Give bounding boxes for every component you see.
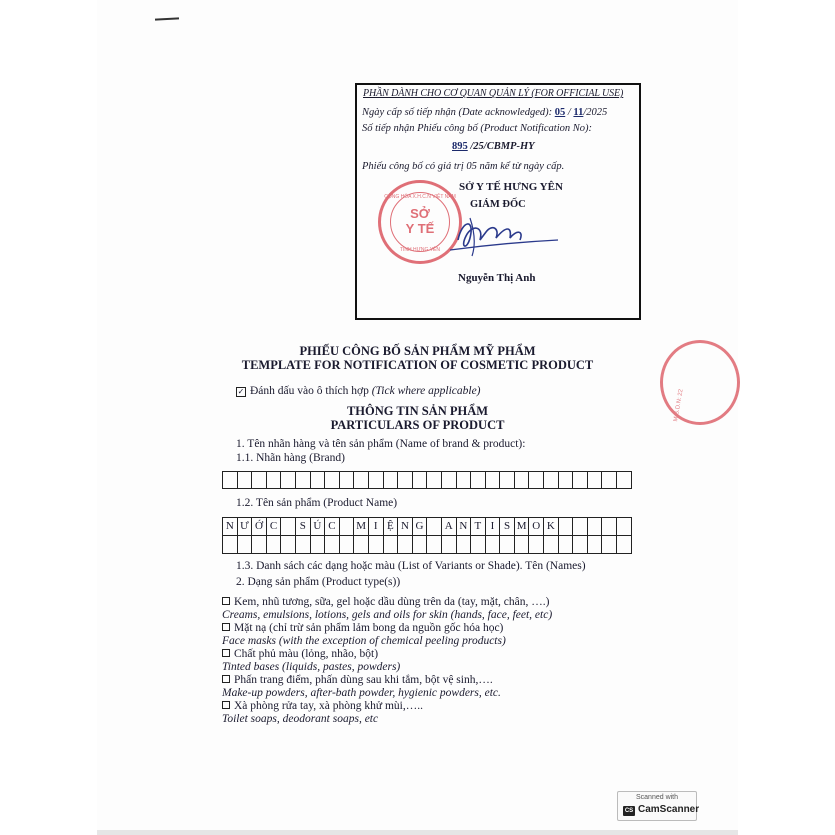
notification-number: 895 bbox=[452, 141, 468, 152]
product-name-cell: S bbox=[296, 518, 311, 536]
date-year: /2025 bbox=[583, 107, 608, 118]
product-name-grid bbox=[222, 517, 632, 554]
product-name-cell bbox=[573, 536, 588, 554]
product-name-cell: M bbox=[515, 518, 530, 536]
brand-cell bbox=[515, 472, 530, 489]
brand-cell bbox=[267, 472, 282, 489]
brand-cell bbox=[457, 472, 472, 489]
brand-cell bbox=[559, 472, 574, 489]
brand-cell bbox=[340, 472, 355, 489]
brand-cell bbox=[354, 472, 369, 489]
product-name-cell bbox=[311, 536, 326, 554]
product-type-option bbox=[222, 648, 378, 660]
product-name-cell: Ú bbox=[311, 518, 326, 536]
camscanner-logo-icon: CS bbox=[624, 808, 634, 814]
brand-cell bbox=[602, 472, 617, 489]
checkbox-icon bbox=[222, 623, 230, 631]
product-type-en: Creams, emulsions, lotions, gels and oils for skin (hands, face, feet, etc) bbox=[222, 609, 553, 621]
seal-top-text: CỘNG HÒA X.H.C.N VIỆT NAM bbox=[384, 194, 456, 200]
item-1-2: 1.2. Tên sản phẩm (Product Name) bbox=[236, 497, 398, 509]
item-1-1: 1.1. Nhãn hàng (Brand) bbox=[236, 452, 345, 464]
item-2: 2. Dạng sản phẩm (Product type(s)) bbox=[236, 576, 401, 588]
scanned-with-text: Scanned with bbox=[635, 794, 679, 801]
brand-grid bbox=[222, 471, 632, 489]
brand-cell bbox=[223, 472, 238, 489]
product-name-cell bbox=[559, 536, 574, 554]
product-name-cell bbox=[544, 536, 559, 554]
notification-number-line bbox=[452, 141, 535, 152]
brand-cell bbox=[384, 472, 399, 489]
product-type-option bbox=[222, 674, 493, 686]
product-type-option bbox=[222, 700, 423, 712]
checkbox-icon bbox=[222, 649, 230, 657]
date-acknowledged-line: Ngày cấp số tiếp nhận (Date acknowledged): 05 / 11/2025 bbox=[362, 107, 608, 118]
product-name-cell bbox=[427, 518, 442, 536]
product-name-cell: K bbox=[544, 518, 559, 536]
product-name-cell bbox=[340, 518, 355, 536]
brand-cell bbox=[486, 472, 501, 489]
product-name-cell bbox=[354, 536, 369, 554]
brand-cell bbox=[252, 472, 267, 489]
brand-cell bbox=[573, 472, 588, 489]
product-name-cell: G bbox=[413, 518, 428, 536]
seal-center-line2: Y TẾ bbox=[405, 221, 435, 236]
product-name-cell bbox=[223, 536, 238, 554]
product-name-cell: N bbox=[223, 518, 238, 536]
side-seal-text: M.S.D.N: 22 bbox=[673, 388, 685, 423]
date-month: 11 bbox=[573, 107, 584, 118]
product-type-en: Toilet soaps, deodorant soaps, etc bbox=[222, 713, 379, 725]
product-name-cell bbox=[384, 536, 399, 554]
product-name-cell bbox=[486, 536, 501, 554]
product-name-cell bbox=[398, 536, 413, 554]
brand-cell bbox=[369, 472, 384, 489]
product-name-cell bbox=[617, 536, 632, 554]
product-name-cell: N bbox=[457, 518, 472, 536]
validity-note: Phiếu công bố có giá trị 05 năm kể từ ngày cấp. bbox=[362, 161, 565, 172]
checked-box-icon: ✓ bbox=[237, 387, 245, 396]
product-name-cell bbox=[340, 536, 355, 554]
product-name-cell bbox=[457, 536, 472, 554]
page-bottom-edge bbox=[97, 830, 738, 835]
product-name-cell: Ệ bbox=[384, 518, 399, 536]
product-name-cell bbox=[281, 536, 296, 554]
product-name-cell bbox=[529, 536, 544, 554]
brand-cell bbox=[588, 472, 603, 489]
product-name-cell bbox=[252, 536, 267, 554]
product-name-cell: Ớ bbox=[252, 518, 267, 536]
product-type-vi: Phấn trang điểm, phấn dùng sau khi tắm, bột vệ sinh,…. bbox=[234, 674, 493, 686]
camscanner-badge bbox=[617, 791, 700, 821]
notification-number-label: Số tiếp nhận Phiếu công bố (Product Notification No): bbox=[362, 123, 592, 134]
product-name-cell bbox=[427, 536, 442, 554]
product-type-option bbox=[222, 622, 503, 634]
brand-cell bbox=[413, 472, 428, 489]
product-name-cell bbox=[442, 536, 457, 554]
product-name-cell bbox=[413, 536, 428, 554]
product-name-cell bbox=[325, 536, 340, 554]
brand-cell bbox=[325, 472, 340, 489]
form-title-vi: PHIẾU CÔNG BỐ SẢN PHẨM MỸ PHẨM bbox=[299, 344, 536, 358]
product-name-cell: N bbox=[398, 518, 413, 536]
tick-en: (Tick where applicable) bbox=[371, 385, 481, 397]
product-type-en: Make-up powders, after-bath powder, hygienic powders, etc. bbox=[222, 687, 501, 699]
product-name-cell bbox=[471, 536, 486, 554]
product-name-cell bbox=[602, 518, 617, 536]
date-day: 05 bbox=[554, 107, 566, 118]
product-name-cell: Ư bbox=[238, 518, 253, 536]
checkbox-icon bbox=[222, 675, 230, 683]
product-name-cell: T bbox=[471, 518, 486, 536]
product-type-vi: Kem, nhũ tương, sữa, gel hoặc dầu dùng trên da (tay, mặt, chân, ….) bbox=[234, 596, 550, 608]
checkbox-icon bbox=[222, 701, 230, 709]
item-1: 1. Tên nhãn hàng và tên sản phẩm (Name of brand & product): bbox=[236, 438, 526, 450]
signer-position: GIÁM ĐỐC bbox=[470, 199, 526, 210]
product-type-vi: Xà phòng rửa tay, xà phòng khử mùi,….. bbox=[234, 700, 423, 712]
official-header: PHẦN DÀNH CHO CƠ QUAN QUẢN LÝ (FOR OFFICIAL USE) bbox=[363, 88, 624, 99]
product-name-cell: I bbox=[369, 518, 384, 536]
brand-cell bbox=[296, 472, 311, 489]
item-1-3: 1.3. Danh sách các dạng hoặc màu (List of Variants or Shade). Tên (Names) bbox=[236, 560, 586, 572]
product-name-cell bbox=[369, 536, 384, 554]
brand-cell bbox=[471, 472, 486, 489]
brand-cell bbox=[617, 472, 632, 489]
tick-instruction bbox=[236, 385, 481, 397]
product-name-cell: C bbox=[325, 518, 340, 536]
product-type-vi: Mặt nạ (chỉ trừ sản phẩm lảm bong da nguồn gốc hóa học) bbox=[234, 622, 504, 634]
seal-center-line1: SỞ bbox=[410, 206, 430, 221]
product-name-cell bbox=[573, 518, 588, 536]
brand-cell bbox=[398, 472, 413, 489]
date-label: Ngày cấp số tiếp nhận (Date acknowledged): bbox=[362, 107, 553, 118]
product-name-cell: S bbox=[500, 518, 515, 536]
product-name-cell: C bbox=[267, 518, 282, 536]
product-name-cell bbox=[515, 536, 530, 554]
section-title-vi: THÔNG TIN SẢN PHẨM bbox=[346, 404, 489, 418]
brand-cell bbox=[529, 472, 544, 489]
brand-cell bbox=[238, 472, 253, 489]
product-type-en: Tinted bases (liquids, pastes, powders) bbox=[222, 661, 401, 673]
product-name-cell bbox=[281, 518, 296, 536]
product-name-cell bbox=[238, 536, 253, 554]
product-type-en: Face masks (with the exception of chemical peeling products) bbox=[222, 635, 506, 647]
product-name-cell: M bbox=[354, 518, 369, 536]
product-name-cell: I bbox=[486, 518, 501, 536]
product-name-cell: A bbox=[442, 518, 457, 536]
checkbox-icon bbox=[222, 597, 230, 605]
seal-bottom-text: TỈNH HƯNG YÊN bbox=[399, 247, 440, 253]
brand-cell bbox=[500, 472, 515, 489]
product-name-cell bbox=[588, 536, 603, 554]
product-name-cell bbox=[588, 518, 603, 536]
product-name-cell bbox=[602, 536, 617, 554]
camscanner-brand: CamScanner bbox=[638, 804, 700, 815]
section-title-en: PARTICULARS OF PRODUCT bbox=[330, 418, 505, 432]
brand-cell bbox=[544, 472, 559, 489]
handwritten-signature bbox=[440, 210, 570, 260]
product-name-cell: O bbox=[529, 518, 544, 536]
authority-name: SỞ Y TẾ HƯNG YÊN bbox=[459, 181, 563, 193]
product-name-cell bbox=[267, 536, 282, 554]
notification-suffix: /25/CBMP-HY bbox=[470, 141, 535, 152]
product-name-cell bbox=[296, 536, 311, 554]
brand-cell bbox=[281, 472, 296, 489]
signer-name: Nguyễn Thị Anh bbox=[458, 272, 536, 284]
form-title-en: TEMPLATE FOR NOTIFICATION OF COSMETIC PRODUCT bbox=[241, 358, 594, 372]
product-type-option bbox=[222, 596, 549, 608]
brand-cell bbox=[442, 472, 457, 489]
product-name-cell bbox=[559, 518, 574, 536]
brand-cell bbox=[427, 472, 442, 489]
tick-vi: Đánh dấu vào ô thích hợp bbox=[250, 385, 369, 397]
product-type-vi: Chất phủ màu (lỏng, nhão, bột) bbox=[234, 648, 379, 660]
product-name-cell bbox=[500, 536, 515, 554]
brand-cell bbox=[311, 472, 326, 489]
product-name-cell bbox=[617, 518, 632, 536]
